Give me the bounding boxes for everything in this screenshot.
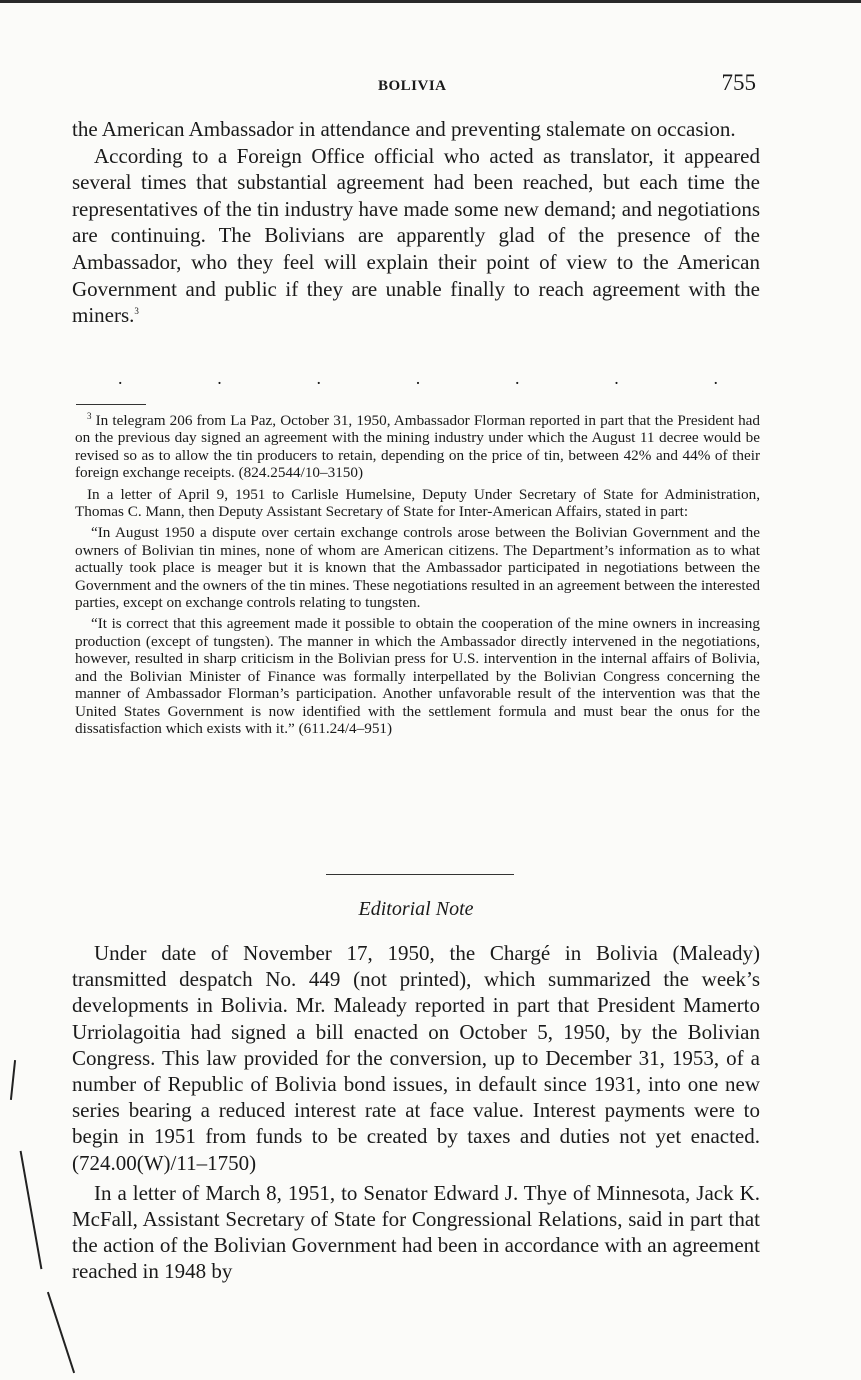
editorial-paragraph: In a letter of March 8, 1951, to Senator Edward J. Thye of Minnesota, Jack K. McFall, Assistant Secretary of State for Congressional Relations, said in part that the action of the Bolivian Government had been in accordance with an agreement reached in 1948 by	[72, 1180, 760, 1284]
editorial-note-body	[72, 940, 760, 1285]
omission-dot: .	[515, 368, 520, 388]
omission-dot: .	[415, 368, 421, 388]
footnote-quote: “In August 1950 a dispute over certain exchange controls arose between the Bolivian Government and the owners of Bolivian tin mines, none of whom are American citizens. The Department’s information as to what actually took place is meager but it is known that the Ambassador participated in negotiations between the Government and the owners of the tin mines. These negotiations resulted in an agreement between the interested parties, except on exchange controls relating to tungsten.	[75, 524, 760, 612]
margin-mark	[20, 1151, 43, 1270]
top-border	[0, 0, 861, 3]
footnote-rule	[76, 404, 146, 405]
page-number: 755	[721, 70, 756, 95]
footnote-reference: 3	[134, 306, 139, 317]
omission-dot: .	[713, 368, 718, 388]
running-head: BOLIVIA	[378, 78, 447, 94]
omission-dot: .	[118, 368, 123, 388]
footnote-marker: 3	[87, 410, 92, 421]
footnote-text: In telegram 206 from La Paz, October 31, 1950, Ambassador Florman reported in part that the President had on the previous day signed an agreement with the mining industry under which the August 11 decree would be revised so as to allow the tin producers to retain, depending on the price of tin, between 42% and 44% of their foreign exchange receipts. (824.2544/10–3150)	[75, 412, 760, 482]
margin-mark	[10, 1060, 16, 1100]
footnote-paragraph: In a letter of April 9, 1951 to Carlisle Humelsine, Deputy Under Secretary of State for Administration, Thomas C. Mann, then Deputy Assistant Secretary of State for Inter-American Affairs, stated in part:	[75, 485, 760, 521]
editorial-note-title: Editorial Note	[358, 898, 474, 920]
page-header	[72, 70, 762, 100]
omission-dot: .	[614, 368, 619, 388]
footnote-3	[75, 412, 760, 482]
omission-dot: .	[316, 368, 321, 388]
section-divider	[326, 874, 514, 875]
paragraph-continuation: the American Ambassador in attendance and preventing stalemate on occasion.	[72, 117, 736, 141]
omission-dot: .	[217, 368, 222, 388]
body-top	[72, 116, 760, 329]
footnotes	[75, 412, 760, 741]
footnote-quote: “It is correct that this agreement made it possible to obtain the cooperation of the mine owners in increasing production (except of tungsten). The manner in which the Ambassador directly intervened in the negotiations, however, resulted in sharp criticism in the Bolivian press for U.S. intervention in the internal affairs of Bolivia, and the Bolivian Minister of Finance was formally interpellated by the Bolivian Congress concerning the manner of Ambassador Florman’s participation. Another unfavorable result of the intervention was that the United States Government is now identified with the settlement formula and must bear the onus for the dissatisfaction which exists with it.” (611.24/4–951)	[75, 615, 760, 737]
paragraph-translator-text: According to a Foreign Office official who acted as translator, it appeared several times that substantial agreement had been reached, but each time the representatives of the tin industry have made some new demand; and negotiations are continuing. The Bolivians are apparently glad of the presence of the Ambassador, who they feel will explain their point of view to the American Government and public if they are unable finally to reach agreement with the miners.	[72, 143, 760, 328]
omission-dots	[118, 368, 718, 389]
paragraph-translator	[72, 143, 760, 329]
editorial-paragraph: Under date of November 17, 1950, the Chargé in Bolivia (Maleady) transmitted despatch No. 449 (not printed), which summarized the week’s developments in Bolivia. Mr. Maleady reported in part that President Mamerto Urriolagoitia had signed a bill enacted on October 5, 1950, by the Bolivian Congress. This law provided for the conversion, up to December 31, 1953, of a number of Republic of Bolivia bond issues, in default since 1931, into one new series bearing a reduced interest rate at face value. Interest payments were to begin in 1951 from funds to be created by taxes and duties not yet enacted. (724.00(W)/11–1750)	[72, 941, 760, 1175]
margin-mark	[47, 1292, 75, 1373]
